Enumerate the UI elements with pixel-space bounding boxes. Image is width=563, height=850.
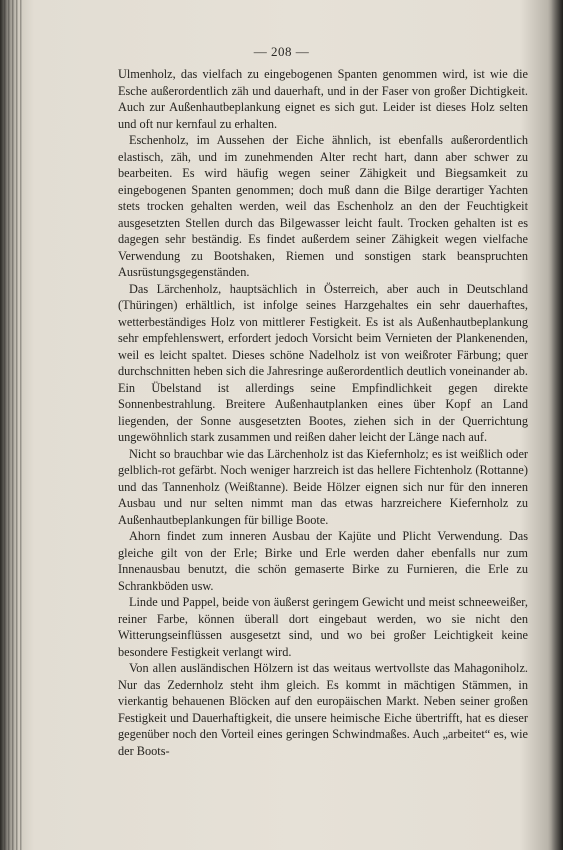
book-binding-shadow: [0, 0, 24, 850]
page-edge-shadow: [551, 0, 563, 850]
paragraph-ulmenholz: Ulmenholz, das vielfach zu eingebogenen Spanten genommen wird, ist wie die Esche außerordentlich zäh und dauerhaft, und in der Faser von großer Dichtigkeit. Auch zur Außenhautbeplankung eignet es sich gut. Leider ist dieses Holz selten und oft nur kernfaul zu erhalten.: [118, 67, 528, 131]
paragraph-linde-pappel: Linde und Pappel, beide von äußerst geringem Gewicht und meist schneeweißer, reiner Farbe, können überall dort eingebaut werden, wo sie nicht den Witterungseinflüssen ausgesetzt sind, und wo bei großer Leichtigkeit keine besondere Festigkeit verlangt wird.: [118, 595, 528, 659]
paragraph-mahagoni: Von allen ausländischen Hölzern ist das weitaus wertvollste das Mahagoniholz. Nur das Zedernholz steht ihm gleich. Es kommt in mächtigen Stämmen, in vierkantig behauenen Blöcken auf den europäischen Markt. Neben seiner großen Festigkeit und Dauerhaftigkeit, die unsere heimische Eiche übertrifft, hat es dieser gegenüber noch den Vorteil eines geringen Schwindmaßes. Auch „arbeitet“ es, wie der Boots-: [118, 661, 528, 758]
paragraph-eschenholz: Eschenholz, im Aussehen der Eiche ähnlich, ist ebenfalls außerordentlich elastisch, zäh, und im zunehmenden Alter recht hart, dann aber schwer zu bearbeiten. Es wird häufig wegen seiner Zähigkeit und Biegsamkeit zu eingebogenen Spanten genommen; doch muß dann die Bilge derartiger Yachten stets trocken gehalten werden, weil das Eschenholz an den der Feuchtigkeit ausgesetzten Stellen durch das Bilgewasser leicht fault. Trocken gehalten ist es dagegen sehr beständig. Es findet außerdem seiner Zähigkeit wegen vielfache Verwendung zu Bootshaken, Riemen und sonstigen stark beanspruchten Ausrüstungsgegenständen.: [118, 133, 528, 279]
paragraph-ahorn: Ahorn findet zum inneren Ausbau der Kajüte und Plicht Verwendung. Das gleiche gilt von der Erle; Birke und Erle werden daher ebenfalls nur zum Innenausbau benutzt, die schön gemaserte Birke zu Furnieren, die Erle zu Schrankböden usw.: [118, 529, 528, 593]
page-number: — 208 —: [253, 44, 310, 59]
paragraph-laerchenholz: Das Lärchenholz, hauptsächlich in Österreich, aber auch in Deutschland (Thüringen) erhältlich, ist infolge seines Harzgehaltes ein sehr dauerhaftes, wetterbeständiges Holz von mittlerer Festigkeit. Es ist als Außenhautbeplankung sehr empfehlenswert, erfordert jedoch Vorsicht beim Vernieten der Plankenenden, weil es leicht spaltet. Dieses schöne Nadelholz ist von weißroter Färbung; quer durchschnitten heben sich die Jahresringe außerordentlich deutlich voneinander ab. Ein Übelstand ist allerdings seine Empfindlichkeit gegen direkte Sonnenbestrahlung. Breitere Außenhautplanken eines über Kopf an Land liegenden, der Sonne ausgesetzten Bootes, ziehen sich in der Querrichtung ungewöhnlich stark zusammen und reißen daher leicht der Länge nach auf.: [118, 281, 528, 444]
paragraph-kiefernholz: Nicht so brauchbar wie das Lärchenholz ist das Kiefernholz; es ist weißlich oder gelblich-rot gefärbt. Noch weniger harzreich ist das hellere Fichtenholz (Rottanne) und das Tannenholz (Weißtanne). Beide Hölzer eignen sich nur für den inneren Ausbau und nur selten nimmt man das etwas harzreichere Kiefernholz zu Außenhautbeplankungen für billige Boote.: [118, 446, 528, 527]
body-text: [118, 66, 528, 759]
